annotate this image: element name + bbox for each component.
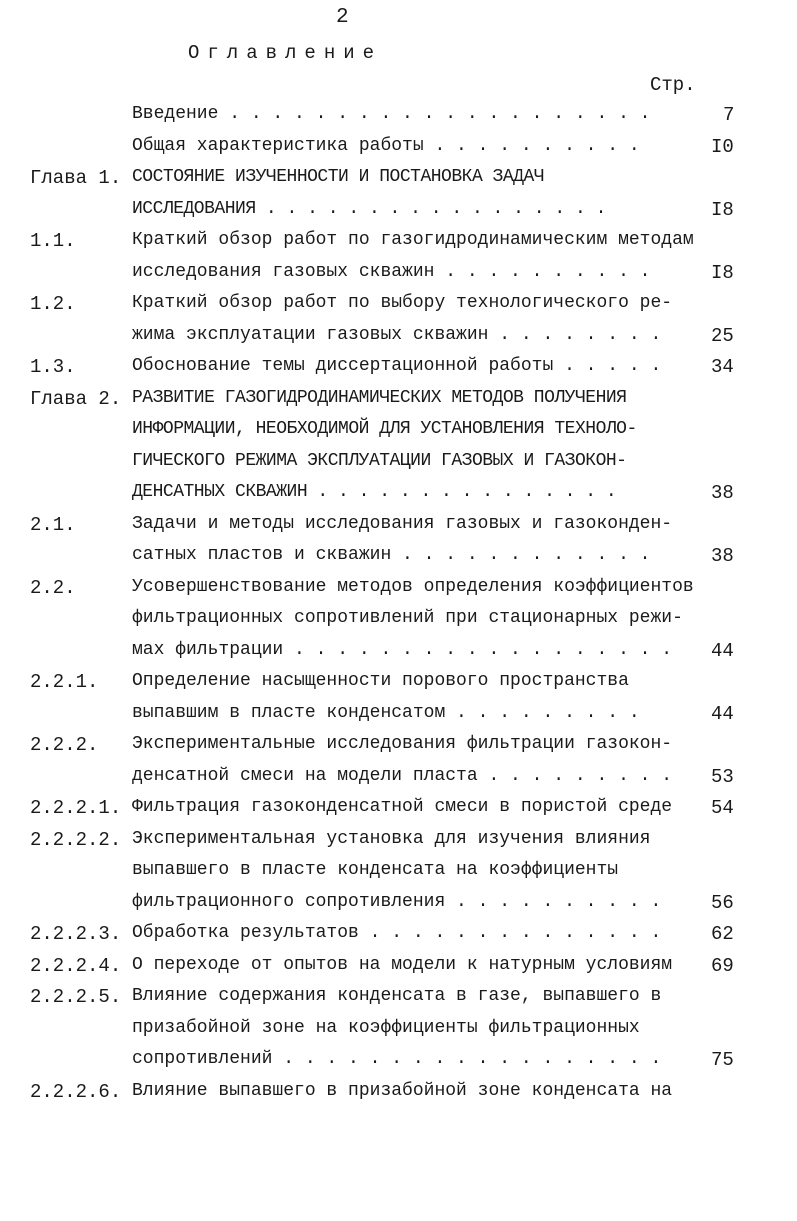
toc-entry-text: Экспериментальная установка для изучения влияния — [132, 828, 651, 849]
toc-entry-text: денсатной смеси на модели пласта . . . . . . . . . — [132, 765, 673, 786]
toc-entry-page: I8 — [711, 198, 734, 221]
toc-line — [0, 482, 797, 513]
toc-entry-number: Глава 2. — [30, 387, 122, 410]
toc-entry-text: Обоснование темы диссертационной работы . . . . . — [132, 356, 662, 376]
toc-line — [0, 230, 797, 261]
toc-entry-text: Общая характеристика работы . . . . . . . . . . — [132, 135, 640, 156]
toc-line — [0, 167, 797, 198]
toc-entry-text: Введение . . . . . . . . . . . . . . . . . . . . — [132, 104, 651, 124]
toc-line — [0, 923, 797, 954]
toc-entry-text: ИССЛЕДОВАНИЯ . . . . . . . . . . . . . . . . . — [132, 198, 606, 219]
toc-line — [0, 766, 797, 797]
toc-entry-text: жима эксплуатации газовых скважин . . . . . . . . — [132, 324, 662, 345]
toc-line — [0, 577, 797, 608]
toc-line — [0, 797, 797, 828]
toc-entry-page: 34 — [711, 356, 734, 378]
toc-line — [0, 451, 797, 482]
toc-line — [0, 356, 797, 387]
toc-line — [0, 671, 797, 702]
toc-line — [0, 388, 797, 419]
toc-entry-text: фильтрационных сопротивлений при стационарных режи- — [132, 608, 683, 628]
toc-entry-text: призабойной зоне на коэффициенты фильтрационных — [132, 1017, 640, 1038]
toc-line — [0, 640, 797, 671]
toc-entry-text: выпавшего в пласте конденсата на коэффициенты — [132, 860, 619, 880]
toc-entry-text: Влияние выпавшего в призабойной зоне конденсата на — [132, 1080, 673, 1101]
toc-line — [0, 608, 797, 639]
toc-entry-text: Краткий обзор работ по выбору технологического ре- — [132, 293, 673, 313]
toc-entry-number: 1.2. — [30, 293, 76, 315]
toc-entry-text: Экспериментальные исследования фильтрации газокон- — [132, 734, 673, 754]
toc-line — [0, 703, 797, 734]
toc-line — [0, 293, 797, 324]
toc-line — [0, 1081, 797, 1112]
toc-line — [0, 262, 797, 293]
toc-line — [0, 325, 797, 356]
toc-entry-text: исследования газовых скважин . . . . . . . . . . — [132, 261, 651, 282]
toc-entry-text: ГИЧЕСКОГО РЕЖИМА ЭКСПЛУАТАЦИИ ГАЗОВЫХ И ГАЗОКОН- — [132, 450, 627, 471]
toc-entry-number: Глава 1. — [30, 167, 122, 189]
toc-entry-text: Усовершенствование методов определения коэффициентов — [132, 576, 694, 597]
toc-entry-page: I0 — [711, 135, 734, 158]
toc-entry-text: ИНФОРМАЦИИ, НЕОБХОДИМОЙ ДЛЯ УСТАНОВЛЕНИЯ ТЕХНОЛО- — [132, 419, 637, 439]
toc-entry-number: 2.1. — [30, 513, 76, 536]
toc-entry-text: О переходе от опытов на модели к натурным условиям — [132, 954, 673, 975]
toc-entry-page: 25 — [711, 324, 734, 347]
toc-line — [0, 955, 797, 986]
toc-entry-page: 38 — [711, 482, 734, 504]
toc-line — [0, 514, 797, 545]
toc-entry-page: 69 — [711, 954, 734, 977]
toc-entry-text: выпавшим в пласте конденсатом . . . . . . . . . — [132, 702, 640, 723]
toc-entry-text: СОСТОЯНИЕ ИЗУЧЕННОСТИ И ПОСТАНОВКА ЗАДАЧ — [132, 167, 545, 187]
page-number: 2 — [336, 6, 349, 29]
toc-entry-text: мах фильтрации . . . . . . . . . . . . . . . . . . — [132, 639, 673, 660]
toc-entry-page: I8 — [711, 261, 734, 284]
toc-entry-number: 2.2.2.1. — [30, 797, 122, 819]
toc-entry-text: Определение насыщенности порового пространства — [132, 671, 629, 691]
toc-entry-number: 2.2.2.4. — [30, 954, 122, 977]
toc-line — [0, 419, 797, 450]
toc-entry-page: 53 — [711, 765, 734, 788]
toc-line — [0, 136, 797, 167]
toc-entry-number: 2.2.2.3. — [30, 923, 122, 945]
toc-line — [0, 1049, 797, 1080]
toc-entry-number: 2.2. — [30, 576, 76, 599]
toc-entry-text: сатных пластов и скважин . . . . . . . . . . . . — [132, 545, 651, 565]
toc-entry-text: сопротивлений . . . . . . . . . . . . . . . . . . — [132, 1049, 662, 1069]
toc-entry-text: Задачи и методы исследования газовых и газоконден- — [132, 513, 673, 534]
toc-entry-number: 2.2.2.2. — [30, 828, 122, 851]
toc-entry-page: 38 — [711, 545, 734, 567]
toc-entry-page: 7 — [723, 104, 735, 126]
toc-line — [0, 545, 797, 576]
toc-entry-page: 54 — [711, 797, 734, 819]
toc-line — [0, 1018, 797, 1049]
toc-entry-text: РАЗВИТИЕ ГАЗОГИДРОДИНАМИЧЕСКИХ МЕТОДОВ ПОЛУЧЕНИЯ — [132, 387, 627, 408]
toc-title: Оглавление — [188, 42, 383, 64]
toc-entry-number: 2.2.1. — [30, 671, 99, 693]
toc-entry-page: 56 — [711, 891, 734, 914]
toc-entry-number: 2.2.2. — [30, 734, 99, 756]
toc-line — [0, 734, 797, 765]
toc-entry-page: 75 — [711, 1049, 734, 1071]
toc-line — [0, 104, 797, 135]
toc-entry-number: 1.3. — [30, 356, 76, 378]
toc-entry-text: Влияние содержания конденсата в газе, выпавшего в — [132, 986, 662, 1006]
toc-entry-text: фильтрационного сопротивления . . . . . . . . . . — [132, 891, 662, 912]
toc-entry-page: 44 — [711, 639, 734, 662]
toc-line — [0, 199, 797, 230]
toc-entry-text: Обработка результатов . . . . . . . . . . . . . . — [132, 923, 662, 943]
page-column-header: Стр. — [650, 74, 696, 96]
toc-line — [0, 892, 797, 923]
toc-entry-text: ДЕНСАТНЫХ СКВАЖИН . . . . . . . . . . . . . . . — [132, 482, 617, 502]
toc-entry-number: 2.2.2.5. — [30, 986, 122, 1008]
toc-entry-page: 62 — [711, 923, 734, 945]
toc-entry-page: 44 — [711, 702, 734, 725]
toc-entry-text: Фильтрация газоконденсатной смеси в пористой среде — [132, 797, 673, 817]
toc-entry-text: Краткий обзор работ по газогидродинамическим методам — [132, 230, 694, 250]
toc-entry-number: 1.1. — [30, 230, 76, 252]
toc-entry-number: 2.2.2.6. — [30, 1080, 122, 1103]
toc-line — [0, 829, 797, 860]
toc-line — [0, 986, 797, 1017]
toc-line — [0, 860, 797, 891]
